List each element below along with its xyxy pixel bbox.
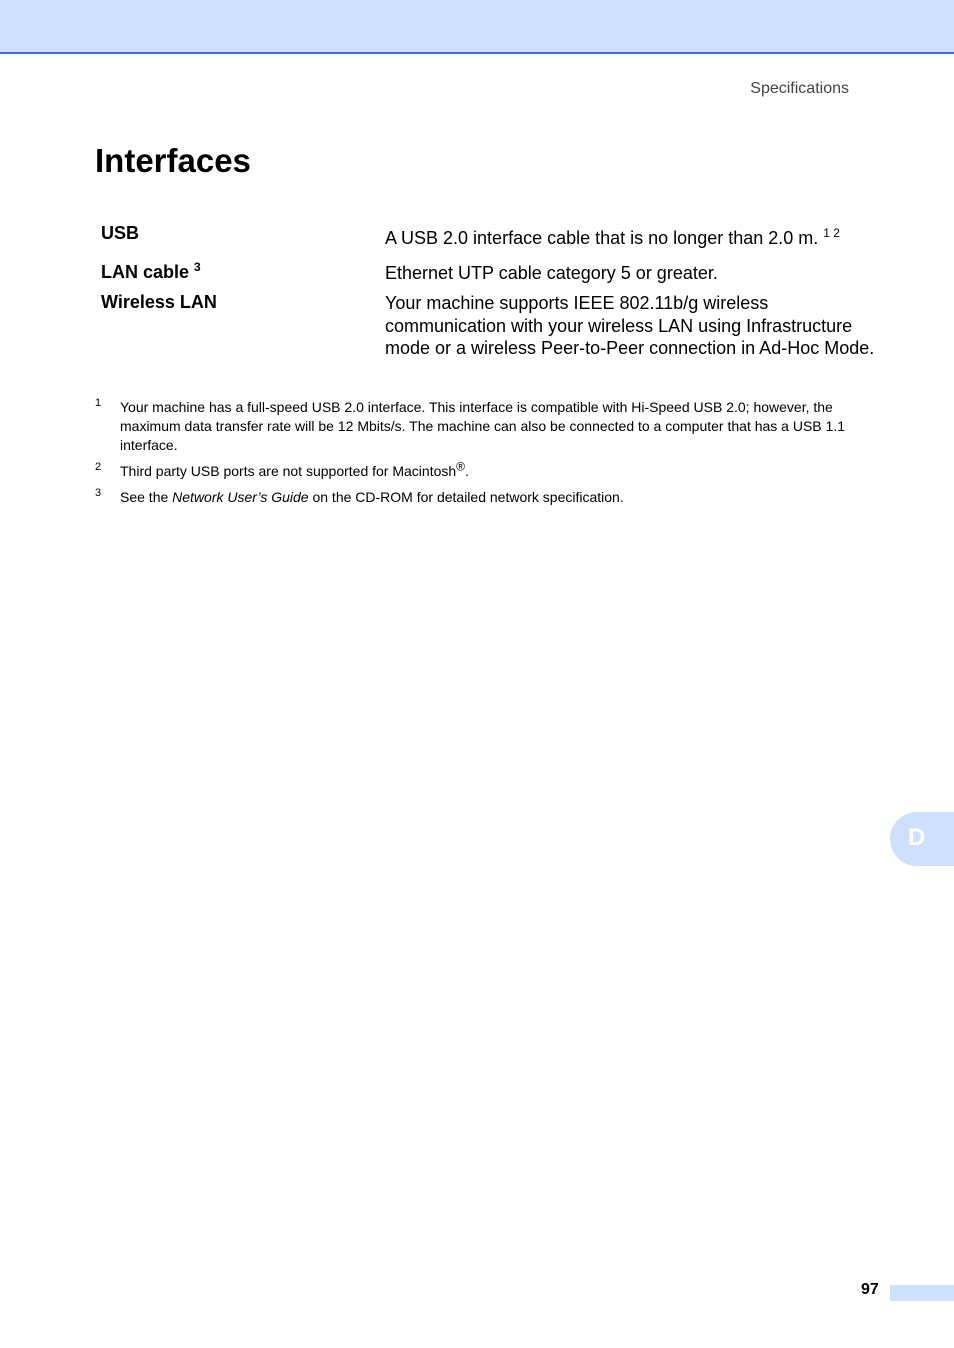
chapter-tab [890, 812, 954, 866]
footnote-number: 3 [95, 487, 102, 499]
spec-label: LAN cable $^3$ [101, 260, 201, 282]
spec-value: Your machine supports IEEE 802.11b/g wireless communication with your wireless LAN using Infrastructure mode or a wireless Peer-to-Peer connection in Ad-Hoc Mode. [385, 293, 875, 358]
spec-value: A USB 2.0 interface cable that is no longer than 2.0 m. $^{1 2}$ [385, 226, 840, 248]
page-number: 97 [861, 1281, 879, 1298]
footnote-text: Your machine has a full-speed USB 2.0 interface. This interface is compatible with Hi-Speed USB 2.0; however, the maximum data transfer rate will be 12 Mbits/s. The machine can also be connected to a computer that has a USB 1.1 interface. [120, 399, 845, 453]
footnote-number: 1 [95, 397, 102, 409]
page-title: Interfaces [95, 142, 251, 179]
footnote-1 [95, 398, 885, 455]
spec-label: USB [101, 223, 140, 243]
footnote-text: Third party USB ports are not supported for Macintosh®. [120, 459, 469, 479]
footnote-3 [95, 488, 885, 507]
footnote-2 [95, 459, 885, 481]
footnote-number: 2 [95, 461, 102, 473]
chapter-tab-letter: D [908, 824, 926, 851]
registered-mark: ® [456, 459, 466, 474]
footnote-ref: 3 [194, 260, 201, 274]
footnote-ref: 1 2 [823, 226, 840, 240]
top-header-bar [0, 0, 954, 54]
footnote-text: See the Network User’s Guide on the CD-ROM for detailed network specification. [120, 489, 624, 505]
spec-value: Ethernet UTP cable category 5 or greater. [385, 263, 718, 283]
guide-title: Network User’s Guide [172, 489, 309, 505]
footnotes [95, 398, 885, 514]
spec-label: Wireless LAN [101, 292, 217, 312]
running-header: Specifications [750, 80, 849, 97]
page-number-bar [890, 1285, 954, 1301]
